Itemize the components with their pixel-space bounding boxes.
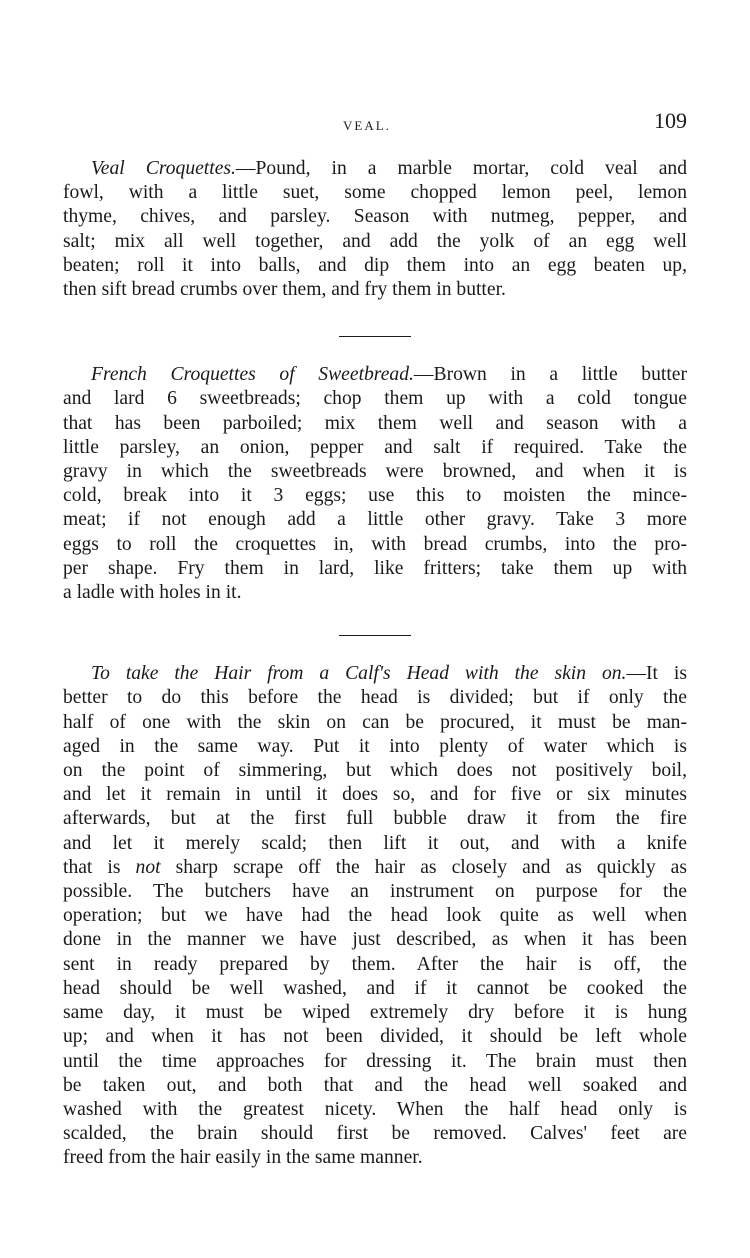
text-line: possible. The butchers have an instrument on purpose for the xyxy=(63,881,687,903)
text-line: little parsley, an onion, pepper and salt if required. Take the xyxy=(63,436,687,458)
text-line: a ladle with holes in it. xyxy=(63,582,242,604)
recipe-title: To take the Hair from a Calf's Head with the skin on. xyxy=(91,663,627,685)
text-line: half of one with the skin on can be procured, it must be man- xyxy=(63,711,687,733)
recipe-title: Veal Croquettes. xyxy=(91,158,236,179)
text-line: beaten; roll it into balls, and dip them into an egg beaten up, xyxy=(63,254,687,276)
text-line: done in the manner we have just described, as when it has been xyxy=(63,929,687,951)
text-line: be taken out, and both that and the head well soaked and xyxy=(63,1074,687,1096)
text-line: until the time approaches for dressing it. The brain must then xyxy=(63,1050,687,1072)
recipe-french-croquettes xyxy=(63,363,687,605)
text-line: on the point of simmering, but which does not positively boil, xyxy=(63,760,687,782)
running-title: VEAL. xyxy=(343,118,391,133)
text-line: washed with the greatest nicety. When the half head only is xyxy=(63,1098,687,1120)
text-line: gravy in which the sweetbreads were browned, and when it is xyxy=(63,461,687,483)
text-line: then sift bread crumbs over them, and fry them in butter. xyxy=(63,279,506,301)
text-line: and let it merely scald; then lift it out, and with a knife xyxy=(63,832,687,854)
recipe-veal-croquettes xyxy=(63,157,687,302)
text-line: freed from the hair easily in the same manner. xyxy=(63,1147,423,1169)
text-line: per shape. Fry them in lard, like fritters; take them up with xyxy=(63,557,687,579)
text-line: and let it remain in until it does so, and for five or six minutes xyxy=(63,784,687,806)
text-line: French Croquettes of Sweetbread.—Brown in a little butter xyxy=(91,364,687,386)
emphasis: not xyxy=(135,856,161,878)
page-number: 109 xyxy=(654,108,687,133)
text-line: afterwards, but at the first full bubble draw it from the fire xyxy=(63,808,687,830)
text-line: To take the Hair from a Calf's Head with the skin on.—It is xyxy=(91,663,687,685)
text-line: that has been parboiled; mix them well and season with a xyxy=(63,412,687,434)
text-line: better to do this before the head is divided; but if only the xyxy=(63,687,687,709)
text-line: Veal Croquettes.—Pound, in a marble mortar, cold veal and xyxy=(91,158,687,179)
text-line: operation; but we have had the head look quite as well when xyxy=(63,905,687,927)
text-line: salt; mix all well together, and add the yolk of an egg well xyxy=(63,230,687,252)
text-line: meat; if not enough add a little other gravy. Take 3 more xyxy=(63,509,687,531)
text-line: aged in the same way. Put it into plenty of water which is xyxy=(63,735,687,757)
text-line: fowl, with a little suet, some chopped lemon peel, lemon xyxy=(63,182,687,204)
section-divider xyxy=(339,336,411,337)
text-line: that is not sharp scrape off the hair as closely and as quickly as xyxy=(63,856,687,878)
text-line: cold, break into it 3 eggs; use this to moisten the mince- xyxy=(63,485,687,507)
text-line: up; and when it has not been divided, it should be left whole xyxy=(63,1026,687,1048)
text-line: thyme, chives, and parsley. Season with nutmeg, pepper, and xyxy=(63,206,687,228)
text-line: and lard 6 sweetbreads; chop them up with a cold tongue xyxy=(63,388,687,410)
text-line: eggs to roll the croquettes in, with bread crumbs, into the pro- xyxy=(63,533,687,555)
section-divider xyxy=(339,635,411,636)
text-line: same day, it must be wiped extremely dry before it is hung xyxy=(63,1002,687,1024)
text-line: head should be well washed, and if it cannot be cooked the xyxy=(63,977,687,999)
book-page xyxy=(63,108,687,1171)
recipe-title: French Croquettes of Sweetbread. xyxy=(91,364,414,386)
text-line: sent in ready prepared by them. After the hair is off, the xyxy=(63,953,687,975)
running-head xyxy=(63,108,687,138)
recipe-calfs-head-hair xyxy=(63,662,687,1170)
text-line: scalded, the brain should first be removed. Calves' feet are xyxy=(63,1123,687,1145)
